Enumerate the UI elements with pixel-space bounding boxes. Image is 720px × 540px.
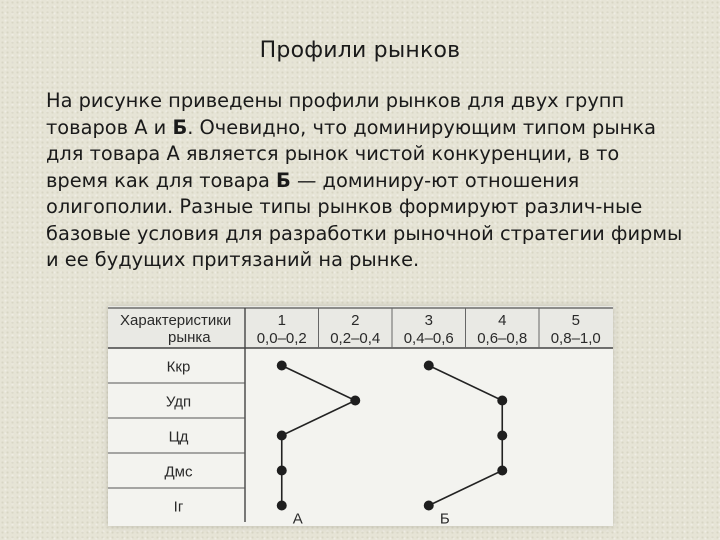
profile-point: [277, 466, 287, 476]
header-label-line1: Характеристики: [120, 312, 232, 329]
row-label: Удп: [165, 393, 192, 411]
column-range: 0,6–0,8: [477, 330, 528, 347]
row-label: Дмс: [164, 463, 193, 481]
profile-point: [277, 431, 287, 441]
slide-title: Профили рынков: [259, 38, 461, 63]
text-part: — доминиру-ют отношения олигополии. Разные типы рынков формируют различ-ные базовые условия для разработки рыночной стратегии фирмы и ее будущих притязаний на рынке.: [46, 168, 683, 271]
column-range: 0,8–1,0: [550, 330, 601, 347]
column-number: 5: [571, 312, 580, 329]
text-part: На рисунке приведены профили рынков для двух групп товаров А и: [46, 89, 625, 139]
profile-point: [277, 501, 287, 511]
body-paragraph: [46, 88, 686, 274]
profile-point: [497, 466, 507, 476]
profile-line: [282, 366, 356, 506]
profile-point: [424, 361, 434, 371]
column-number: 3: [424, 312, 433, 329]
market-profile-figure: [108, 306, 613, 526]
column-range: 0,4–0,6: [403, 330, 454, 347]
profile-point: [350, 396, 360, 406]
column-number: 2: [351, 312, 360, 329]
row-label: Цд: [168, 428, 189, 446]
row-label: Ккр: [166, 358, 191, 376]
profile-label: А: [292, 510, 303, 526]
profile-line: [429, 366, 503, 506]
profile-point: [497, 431, 507, 441]
text-bold-b: Б: [276, 168, 291, 192]
profile-point: [497, 396, 507, 406]
header-label-line2: рынка: [168, 329, 211, 346]
column-range: 0,0–0,2: [256, 330, 307, 347]
profile-point: [424, 501, 434, 511]
text-part: . Очевидно, что доминирующим типом рынка для товара А является рынок чистой конкуренции, в то время как для товара: [46, 115, 656, 192]
profile-label: Б: [439, 510, 450, 526]
column-number: 4: [498, 312, 507, 329]
market-profile-diagram: [108, 306, 613, 526]
profile-point: [277, 361, 287, 371]
column-number: 1: [277, 312, 286, 329]
row-label: Iг: [173, 498, 184, 516]
column-range: 0,2–0,4: [330, 330, 381, 347]
text-bold-b: Б: [172, 115, 188, 139]
